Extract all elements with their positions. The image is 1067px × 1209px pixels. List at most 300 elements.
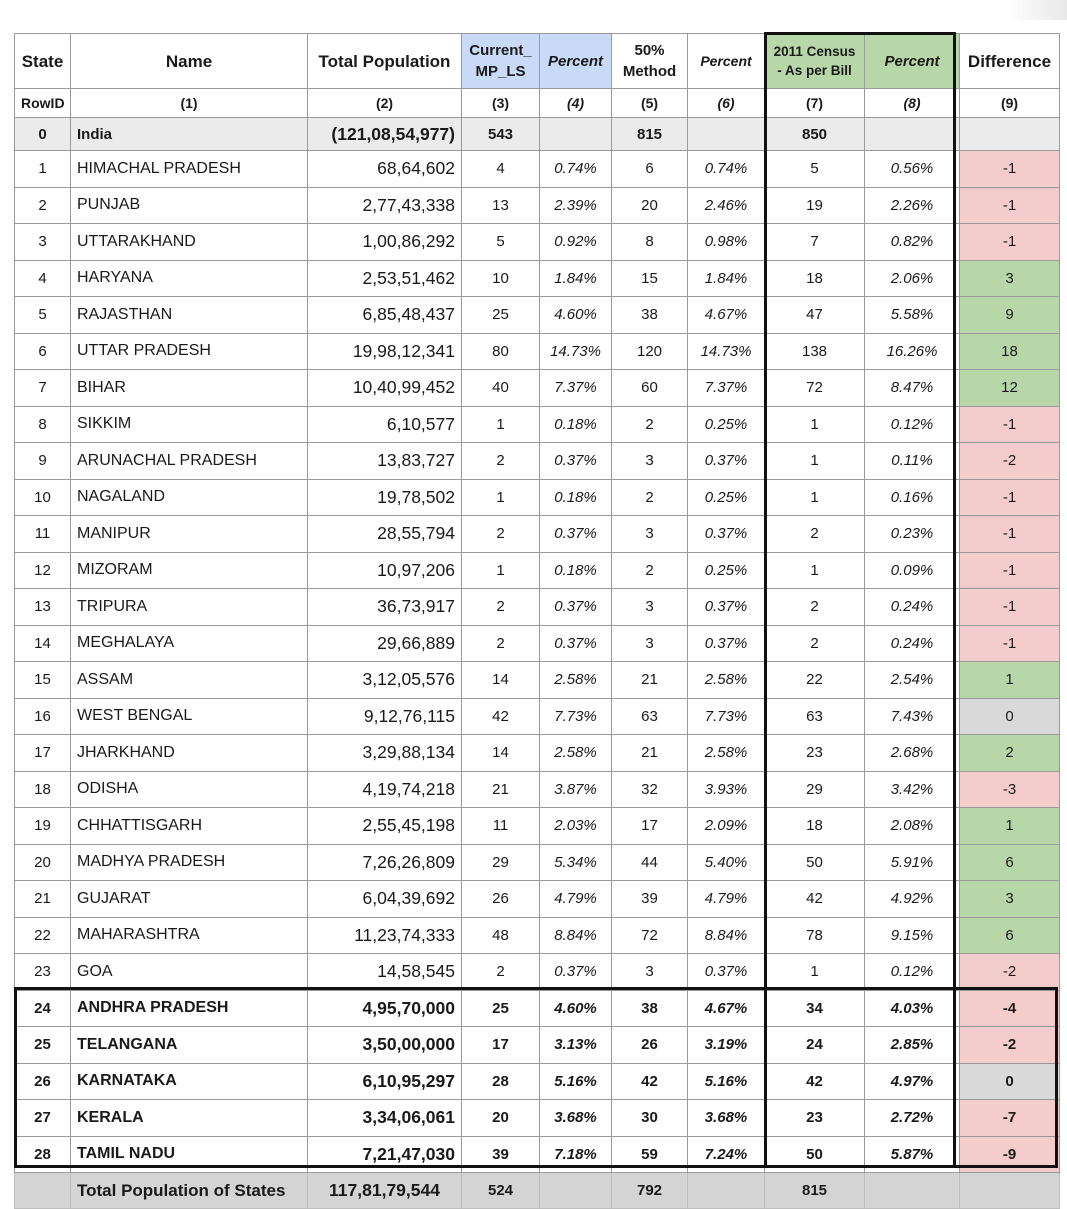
method50-seats-cell: 38 bbox=[612, 297, 688, 334]
row-id: 18 bbox=[15, 771, 71, 808]
census-seats-cell: 19 bbox=[765, 187, 865, 224]
table-row bbox=[15, 443, 1060, 480]
india-population: (121,08,54,977) bbox=[308, 118, 462, 151]
method50-seats-cell: 120 bbox=[612, 333, 688, 370]
method50-seats-cell: 21 bbox=[612, 735, 688, 772]
method50-seats-cell: 2 bbox=[612, 479, 688, 516]
table-row bbox=[15, 552, 1060, 589]
method50-seats-cell: 3 bbox=[612, 443, 688, 480]
difference-cell: -1 bbox=[960, 406, 1060, 443]
total-empty-cell bbox=[960, 1173, 1060, 1209]
method50-percent-cell: 14.73% bbox=[688, 333, 765, 370]
census-percent-cell: 4.03% bbox=[865, 990, 960, 1027]
current-percent-cell: 5.34% bbox=[540, 844, 612, 881]
difference-cell: 3 bbox=[960, 260, 1060, 297]
current-percent-cell: 0.37% bbox=[540, 954, 612, 991]
census-seats-cell: 63 bbox=[765, 698, 865, 735]
population-cell: 9,12,76,115 bbox=[308, 698, 462, 735]
difference-cell: -1 bbox=[960, 479, 1060, 516]
current-percent-cell: 0.37% bbox=[540, 443, 612, 480]
difference-cell: -9 bbox=[960, 1136, 1060, 1173]
method50-seats-cell: 42 bbox=[612, 1063, 688, 1100]
col-difference-header: Difference bbox=[960, 34, 1060, 89]
table-row bbox=[15, 406, 1060, 443]
method50-percent-cell: 3.19% bbox=[688, 1027, 765, 1064]
census-percent-cell: 2.06% bbox=[865, 260, 960, 297]
difference-cell: 3 bbox=[960, 881, 1060, 918]
population-cell: 2,55,45,198 bbox=[308, 808, 462, 845]
population-cell: 3,50,00,000 bbox=[308, 1027, 462, 1064]
census-percent-cell: 2.68% bbox=[865, 735, 960, 772]
state-name: MEGHALAYA bbox=[71, 625, 308, 662]
subheader-cell: (3) bbox=[462, 89, 540, 118]
population-cell: 14,58,545 bbox=[308, 954, 462, 991]
method50-seats-cell: 3 bbox=[612, 625, 688, 662]
current-seats-cell: 48 bbox=[462, 917, 540, 954]
method50-seats-cell: 17 bbox=[612, 808, 688, 845]
census-seats-cell: 2 bbox=[765, 516, 865, 553]
col-percent-census-header: Percent bbox=[865, 34, 960, 89]
row-id: 8 bbox=[15, 406, 71, 443]
census-seats-cell: 1 bbox=[765, 954, 865, 991]
state-name: PUNJAB bbox=[71, 187, 308, 224]
census-percent-cell: 5.58% bbox=[865, 297, 960, 334]
census-percent-cell: 0.09% bbox=[865, 552, 960, 589]
method50-seats-cell: 59 bbox=[612, 1136, 688, 1173]
row-id: 6 bbox=[15, 333, 71, 370]
census-seats-cell: 18 bbox=[765, 260, 865, 297]
method50-seats-cell: 39 bbox=[612, 881, 688, 918]
total-census: 815 bbox=[765, 1173, 865, 1209]
census-seats-cell: 5 bbox=[765, 151, 865, 188]
subheader-cell: (5) bbox=[612, 89, 688, 118]
method50-percent-cell: 1.84% bbox=[688, 260, 765, 297]
current-seats-cell: 5 bbox=[462, 224, 540, 261]
difference-cell: 18 bbox=[960, 333, 1060, 370]
method50-percent-cell: 3.68% bbox=[688, 1100, 765, 1137]
difference-cell: 1 bbox=[960, 808, 1060, 845]
col-50-method-header: 50% Method bbox=[612, 34, 688, 89]
difference-cell: -1 bbox=[960, 589, 1060, 626]
method50-percent-cell: 2.58% bbox=[688, 662, 765, 699]
state-name: MADHYA PRADESH bbox=[71, 844, 308, 881]
state-name: NAGALAND bbox=[71, 479, 308, 516]
row-id: 10 bbox=[15, 479, 71, 516]
difference-cell: 6 bbox=[960, 844, 1060, 881]
population-cell: 6,10,577 bbox=[308, 406, 462, 443]
method50-seats-cell: 32 bbox=[612, 771, 688, 808]
difference-cell: -3 bbox=[960, 771, 1060, 808]
current-percent-cell: 0.18% bbox=[540, 552, 612, 589]
state-name: UTTAR PRADESH bbox=[71, 333, 308, 370]
population-cell: 19,78,502 bbox=[308, 479, 462, 516]
india-method50: 815 bbox=[612, 118, 688, 151]
difference-cell: -1 bbox=[960, 625, 1060, 662]
current-percent-cell: 4.79% bbox=[540, 881, 612, 918]
current-percent-cell: 5.16% bbox=[540, 1063, 612, 1100]
method50-seats-cell: 26 bbox=[612, 1027, 688, 1064]
row-id: 7 bbox=[15, 370, 71, 407]
census-percent-cell: 0.56% bbox=[865, 151, 960, 188]
total-population: 117,81,79,544 bbox=[308, 1173, 462, 1209]
current-seats-cell: 2 bbox=[462, 443, 540, 480]
method50-seats-cell: 3 bbox=[612, 954, 688, 991]
population-cell: 3,12,05,576 bbox=[308, 662, 462, 699]
current-percent-cell: 2.03% bbox=[540, 808, 612, 845]
method50-percent-cell: 0.37% bbox=[688, 443, 765, 480]
census-percent-cell: 0.24% bbox=[865, 589, 960, 626]
census-percent-cell: 5.87% bbox=[865, 1136, 960, 1173]
total-method50: 792 bbox=[612, 1173, 688, 1209]
subheader-cell: RowID bbox=[15, 89, 71, 118]
india-id: 0 bbox=[15, 118, 71, 151]
census-seats-cell: 47 bbox=[765, 297, 865, 334]
method50-seats-cell: 3 bbox=[612, 516, 688, 553]
method50-percent-cell: 5.16% bbox=[688, 1063, 765, 1100]
method50-percent-cell: 8.84% bbox=[688, 917, 765, 954]
population-cell: 11,23,74,333 bbox=[308, 917, 462, 954]
current-seats-cell: 1 bbox=[462, 406, 540, 443]
census-percent-cell: 0.82% bbox=[865, 224, 960, 261]
population-cell: 4,95,70,000 bbox=[308, 990, 462, 1027]
population-cell: 1,00,86,292 bbox=[308, 224, 462, 261]
census-percent-cell: 4.92% bbox=[865, 881, 960, 918]
census-seats-cell: 1 bbox=[765, 552, 865, 589]
method50-percent-cell: 2.58% bbox=[688, 735, 765, 772]
method50-percent-cell: 0.37% bbox=[688, 625, 765, 662]
india-current: 543 bbox=[462, 118, 540, 151]
current-percent-cell: 0.92% bbox=[540, 224, 612, 261]
census-seats-cell: 29 bbox=[765, 771, 865, 808]
state-name: ASSAM bbox=[71, 662, 308, 699]
method50-percent-cell: 0.25% bbox=[688, 479, 765, 516]
method50-seats-cell: 2 bbox=[612, 552, 688, 589]
table-row bbox=[15, 881, 1060, 918]
difference-cell: -2 bbox=[960, 1027, 1060, 1064]
method50-percent-cell: 7.73% bbox=[688, 698, 765, 735]
row-id: 25 bbox=[15, 1027, 71, 1064]
difference-cell: 9 bbox=[960, 297, 1060, 334]
census-seats-cell: 50 bbox=[765, 1136, 865, 1173]
census-seats-cell: 2 bbox=[765, 625, 865, 662]
current-percent-cell: 4.60% bbox=[540, 297, 612, 334]
current-seats-cell: 2 bbox=[462, 954, 540, 991]
state-name: KARNATAKA bbox=[71, 1063, 308, 1100]
method50-seats-cell: 21 bbox=[612, 662, 688, 699]
state-name: RAJASTHAN bbox=[71, 297, 308, 334]
census-seats-cell: 7 bbox=[765, 224, 865, 261]
state-name: BIHAR bbox=[71, 370, 308, 407]
population-cell: 7,21,47,030 bbox=[308, 1136, 462, 1173]
india-row bbox=[15, 118, 1060, 151]
population-cell: 3,29,88,134 bbox=[308, 735, 462, 772]
difference-cell: 12 bbox=[960, 370, 1060, 407]
method50-seats-cell: 30 bbox=[612, 1100, 688, 1137]
table-row bbox=[15, 735, 1060, 772]
method50-seats-cell: 15 bbox=[612, 260, 688, 297]
census-seats-cell: 2 bbox=[765, 589, 865, 626]
current-percent-cell: 0.37% bbox=[540, 516, 612, 553]
population-cell: 10,97,206 bbox=[308, 552, 462, 589]
census-seats-cell: 50 bbox=[765, 844, 865, 881]
corner-fade bbox=[1007, 0, 1067, 20]
population-cell: 29,66,889 bbox=[308, 625, 462, 662]
difference-cell: 0 bbox=[960, 1063, 1060, 1100]
population-cell: 4,19,74,218 bbox=[308, 771, 462, 808]
subheader-row bbox=[15, 89, 1060, 118]
current-percent-cell: 7.73% bbox=[540, 698, 612, 735]
current-seats-cell: 14 bbox=[462, 735, 540, 772]
current-seats-cell: 28 bbox=[462, 1063, 540, 1100]
method50-percent-cell: 0.37% bbox=[688, 954, 765, 991]
table-row bbox=[15, 370, 1060, 407]
method50-percent-cell: 0.74% bbox=[688, 151, 765, 188]
census-seats-cell: 1 bbox=[765, 406, 865, 443]
population-cell: 28,55,794 bbox=[308, 516, 462, 553]
census-percent-cell: 2.54% bbox=[865, 662, 960, 699]
col-percent-current-header: Percent bbox=[540, 34, 612, 89]
census-percent-cell: 4.97% bbox=[865, 1063, 960, 1100]
census-seats-cell: 42 bbox=[765, 1063, 865, 1100]
current-percent-cell: 2.58% bbox=[540, 662, 612, 699]
method50-seats-cell: 2 bbox=[612, 406, 688, 443]
method50-percent-cell: 2.09% bbox=[688, 808, 765, 845]
row-id: 9 bbox=[15, 443, 71, 480]
difference-cell: -1 bbox=[960, 516, 1060, 553]
census-seats-cell: 72 bbox=[765, 370, 865, 407]
current-percent-cell: 0.18% bbox=[540, 406, 612, 443]
seat-allocation-table bbox=[14, 33, 1060, 1209]
method50-percent-cell: 7.37% bbox=[688, 370, 765, 407]
method50-percent-cell: 3.93% bbox=[688, 771, 765, 808]
difference-cell: 2 bbox=[960, 735, 1060, 772]
table-row bbox=[15, 260, 1060, 297]
total-current: 524 bbox=[462, 1173, 540, 1209]
method50-percent-cell: 2.46% bbox=[688, 187, 765, 224]
current-percent-cell: 0.74% bbox=[540, 151, 612, 188]
current-seats-cell: 2 bbox=[462, 589, 540, 626]
row-id: 3 bbox=[15, 224, 71, 261]
table-row bbox=[15, 479, 1060, 516]
current-seats-cell: 25 bbox=[462, 990, 540, 1027]
table-row bbox=[15, 224, 1060, 261]
table-row bbox=[15, 808, 1060, 845]
table-row bbox=[15, 516, 1060, 553]
table-row bbox=[15, 662, 1060, 699]
method50-seats-cell: 44 bbox=[612, 844, 688, 881]
census-percent-cell: 0.11% bbox=[865, 443, 960, 480]
current-seats-cell: 17 bbox=[462, 1027, 540, 1064]
census-seats-cell: 23 bbox=[765, 735, 865, 772]
row-id: 14 bbox=[15, 625, 71, 662]
current-seats-cell: 20 bbox=[462, 1100, 540, 1137]
col-current-mp-header: Current_ MP_LS bbox=[462, 34, 540, 89]
subheader-cell: (2) bbox=[308, 89, 462, 118]
census-percent-cell: 0.23% bbox=[865, 516, 960, 553]
table-row bbox=[15, 990, 1060, 1027]
method50-percent-cell: 4.79% bbox=[688, 881, 765, 918]
current-seats-cell: 40 bbox=[462, 370, 540, 407]
population-cell: 13,83,727 bbox=[308, 443, 462, 480]
population-cell: 7,26,26,809 bbox=[308, 844, 462, 881]
difference-cell: -4 bbox=[960, 990, 1060, 1027]
current-seats-cell: 21 bbox=[462, 771, 540, 808]
current-percent-cell: 1.84% bbox=[540, 260, 612, 297]
state-name: MAHARASHTRA bbox=[71, 917, 308, 954]
row-id: 13 bbox=[15, 589, 71, 626]
row-id: 16 bbox=[15, 698, 71, 735]
row-id: 1 bbox=[15, 151, 71, 188]
table-row bbox=[15, 1027, 1060, 1064]
col-state-header: State bbox=[15, 34, 71, 89]
current-seats-cell: 29 bbox=[462, 844, 540, 881]
method50-seats-cell: 72 bbox=[612, 917, 688, 954]
state-name: CHHATTISGARH bbox=[71, 808, 308, 845]
table-row bbox=[15, 771, 1060, 808]
census-percent-cell: 16.26% bbox=[865, 333, 960, 370]
current-seats-cell: 14 bbox=[462, 662, 540, 699]
state-name: JHARKHAND bbox=[71, 735, 308, 772]
table-row bbox=[15, 1063, 1060, 1100]
state-name: ODISHA bbox=[71, 771, 308, 808]
method50-seats-cell: 6 bbox=[612, 151, 688, 188]
current-seats-cell: 10 bbox=[462, 260, 540, 297]
india-pct-method50 bbox=[688, 118, 765, 151]
row-id: 22 bbox=[15, 917, 71, 954]
state-name: ARUNACHAL PRADESH bbox=[71, 443, 308, 480]
population-cell: 2,53,51,462 bbox=[308, 260, 462, 297]
subheader-cell: (4) bbox=[540, 89, 612, 118]
col-percent-50-header: Percent bbox=[688, 34, 765, 89]
col-name-header: Name bbox=[71, 34, 308, 89]
india-census: 850 bbox=[765, 118, 865, 151]
census-seats-cell: 22 bbox=[765, 662, 865, 699]
difference-cell: -7 bbox=[960, 1100, 1060, 1137]
row-id: 28 bbox=[15, 1136, 71, 1173]
current-percent-cell: 3.13% bbox=[540, 1027, 612, 1064]
subheader-cell: (7) bbox=[765, 89, 865, 118]
table-row bbox=[15, 1136, 1060, 1173]
difference-cell: -1 bbox=[960, 224, 1060, 261]
current-percent-cell: 4.60% bbox=[540, 990, 612, 1027]
state-name: GUJARAT bbox=[71, 881, 308, 918]
method50-seats-cell: 8 bbox=[612, 224, 688, 261]
current-percent-cell: 0.18% bbox=[540, 479, 612, 516]
row-id: 17 bbox=[15, 735, 71, 772]
population-cell: 19,98,12,341 bbox=[308, 333, 462, 370]
state-name: HARYANA bbox=[71, 260, 308, 297]
method50-percent-cell: 0.37% bbox=[688, 589, 765, 626]
difference-cell: -2 bbox=[960, 954, 1060, 991]
census-percent-cell: 7.43% bbox=[865, 698, 960, 735]
state-name: MIZORAM bbox=[71, 552, 308, 589]
current-seats-cell: 25 bbox=[462, 297, 540, 334]
table-row bbox=[15, 954, 1060, 991]
method50-seats-cell: 20 bbox=[612, 187, 688, 224]
state-name: UTTARAKHAND bbox=[71, 224, 308, 261]
census-percent-cell: 8.47% bbox=[865, 370, 960, 407]
subheader-cell: (8) bbox=[865, 89, 960, 118]
row-id: 27 bbox=[15, 1100, 71, 1137]
census-percent-cell: 2.72% bbox=[865, 1100, 960, 1137]
total-row bbox=[15, 1173, 1060, 1209]
table-row bbox=[15, 844, 1060, 881]
method50-seats-cell: 3 bbox=[612, 589, 688, 626]
table-row bbox=[15, 297, 1060, 334]
method50-seats-cell: 60 bbox=[612, 370, 688, 407]
state-name: GOA bbox=[71, 954, 308, 991]
table-row bbox=[15, 333, 1060, 370]
row-id: 23 bbox=[15, 954, 71, 991]
total-empty-cell bbox=[540, 1173, 612, 1209]
difference-cell: -1 bbox=[960, 187, 1060, 224]
current-percent-cell: 0.37% bbox=[540, 625, 612, 662]
row-id: 11 bbox=[15, 516, 71, 553]
state-name: MANIPUR bbox=[71, 516, 308, 553]
current-percent-cell: 14.73% bbox=[540, 333, 612, 370]
census-percent-cell: 9.15% bbox=[865, 917, 960, 954]
current-seats-cell: 2 bbox=[462, 516, 540, 553]
current-percent-cell: 7.37% bbox=[540, 370, 612, 407]
row-id: 26 bbox=[15, 1063, 71, 1100]
census-seats-cell: 23 bbox=[765, 1100, 865, 1137]
current-percent-cell: 0.37% bbox=[540, 589, 612, 626]
census-percent-cell: 2.85% bbox=[865, 1027, 960, 1064]
difference-cell: -1 bbox=[960, 151, 1060, 188]
method50-percent-cell: 0.37% bbox=[688, 516, 765, 553]
row-id: 4 bbox=[15, 260, 71, 297]
difference-cell: 0 bbox=[960, 698, 1060, 735]
row-id: 2 bbox=[15, 187, 71, 224]
method50-percent-cell: 7.24% bbox=[688, 1136, 765, 1173]
current-seats-cell: 80 bbox=[462, 333, 540, 370]
census-percent-cell: 3.42% bbox=[865, 771, 960, 808]
current-seats-cell: 1 bbox=[462, 479, 540, 516]
total-empty-cell bbox=[865, 1173, 960, 1209]
india-pct-current bbox=[540, 118, 612, 151]
current-percent-cell: 8.84% bbox=[540, 917, 612, 954]
population-cell: 6,04,39,692 bbox=[308, 881, 462, 918]
current-seats-cell: 2 bbox=[462, 625, 540, 662]
census-percent-cell: 5.91% bbox=[865, 844, 960, 881]
difference-cell: -1 bbox=[960, 552, 1060, 589]
census-seats-cell: 78 bbox=[765, 917, 865, 954]
current-seats-cell: 42 bbox=[462, 698, 540, 735]
row-id: 20 bbox=[15, 844, 71, 881]
state-name: HIMACHAL PRADESH bbox=[71, 151, 308, 188]
current-seats-cell: 26 bbox=[462, 881, 540, 918]
table-row bbox=[15, 1100, 1060, 1137]
population-cell: 6,10,95,297 bbox=[308, 1063, 462, 1100]
subheader-cell: (9) bbox=[960, 89, 1060, 118]
method50-percent-cell: 0.25% bbox=[688, 552, 765, 589]
row-id: 19 bbox=[15, 808, 71, 845]
population-cell: 68,64,602 bbox=[308, 151, 462, 188]
census-seats-cell: 138 bbox=[765, 333, 865, 370]
current-seats-cell: 1 bbox=[462, 552, 540, 589]
method50-percent-cell: 0.98% bbox=[688, 224, 765, 261]
subheader-cell: (1) bbox=[71, 89, 308, 118]
difference-cell: -2 bbox=[960, 443, 1060, 480]
difference-cell: 1 bbox=[960, 662, 1060, 699]
method50-percent-cell: 4.67% bbox=[688, 990, 765, 1027]
current-seats-cell: 13 bbox=[462, 187, 540, 224]
row-id: 12 bbox=[15, 552, 71, 589]
population-cell: 2,77,43,338 bbox=[308, 187, 462, 224]
current-percent-cell: 3.68% bbox=[540, 1100, 612, 1137]
state-name: TAMIL NADU bbox=[71, 1136, 308, 1173]
population-cell: 3,34,06,061 bbox=[308, 1100, 462, 1137]
